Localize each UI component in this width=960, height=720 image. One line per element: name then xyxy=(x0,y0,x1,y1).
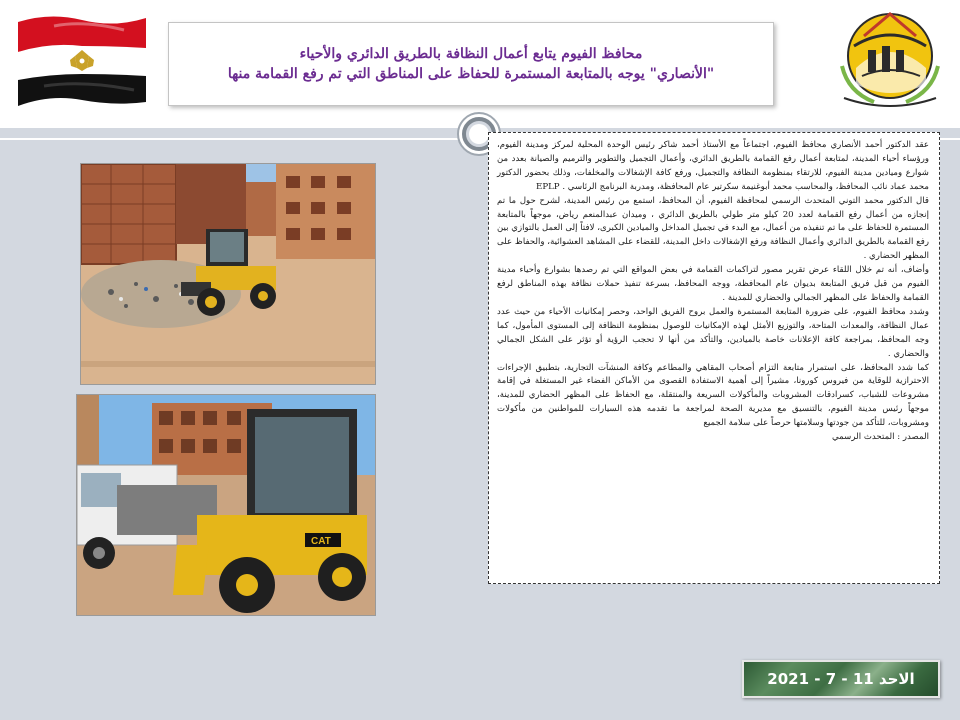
article-text-box xyxy=(488,132,940,584)
date-badge xyxy=(742,660,940,698)
news-title-line2: "الأنصاري" يوجه بالمتابعة المستمرة للحفاظ على المناطق التي تم رفع القمامة منها xyxy=(227,66,715,82)
news-title-line1: محافظ الفيوم يتابع أعمال النظافة بالطريق الدائري والأحياء xyxy=(299,46,643,62)
loader-photo xyxy=(81,164,376,385)
fayoum-governorate-logo xyxy=(834,6,946,110)
article-paragraph: عقد الدكتور أحمد الأنصاري محافظ الفيوم، اجتماعاً مع الأستاذ أحمد شاكر رئيس الوحدة المحلية لمركز ومدينة الفيوم، ورؤساء أحياء المدينة، لمتابعة أعمال رفع القمامة بالطريق الدائري، وأعمال التجميل والتطوير والترميم والصيانة بعدد من شوارع وميادين مدينة الفيوم، للارتقاء بمنظومة النظافة والتجميل، ورفع كافة الإشغالات والمخلفات، وذلك بحضور الدكتور محمد عماد نائب المحافظ، والمحاسب محمد أبوغنيمة سكرتير عام المحافظة، ومدربة البرنامج الرئاسي . EPLP xyxy=(497,140,929,192)
publish-date: الاحد 11 - 7 - 2021 xyxy=(767,670,915,688)
photo-loader-clearing-garbage xyxy=(80,163,376,385)
news-title-box xyxy=(168,22,774,106)
photo-cat-loader-and-truck xyxy=(76,394,376,616)
article-paragraph: قال الدكتور محمد التوني المتحدث الرسمي لمحافظة الفيوم، أن المحافظ، استمع من رئيس المدينة، لشرح حول ما تم إنجازه من أعمال رفع القمامة لعدد 20 كيلو متر طولي بالطريق الدائري ، وميدان عبدالمنعم رياض، موجهاً بالمتابعة المستمرة للحفاظ على ما تم تنفيذه من أعمال، مع البدء في تجميل المداخل والميادين الكبرى، لافتاً إلى العمل بالتوازي بين رفع القمامة بالطريق الدائري وأعمال النظافة ورفع الإشغالات داخل المدينة، للقضاء على المشاهد العشوائية، والحفاظ على المظهر الحضاري . xyxy=(497,195,929,262)
article-paragraph: كما شدد المحافظ، على استمرار متابعة التزام أصحاب المقاهي والمطاعم وكافة المنشآت التجارية، بتطبيق الإجراءات الاحترازية للوقاية من فيروس كورونا، مشيراً إلى أهمية الاستفادة القصوى من الأماكن الفضاء غير المستغلة في إقامة مشروعات للشباب، كسرادقات المشروبات والمأكولات السريعة والمنتقلة، مع الحفاظ على المظهر الحضاري للمدينة، موجهاً رئيس مدينة الفيوم، بالتنسيق مع مديرية الصحة لمراجعة ما تقدمه هذه السيارات للمواطنين من مأكولات ومشروبات، للتأكد من جودتها وسلامتها حرصاً على سلامة الجميع xyxy=(497,362,929,429)
svg-text:CAT: CAT xyxy=(311,536,331,547)
article-source: المصدر : المتحدث الرسمي xyxy=(832,432,929,443)
cat-loader-truck-photo xyxy=(77,395,376,616)
header-band xyxy=(0,0,960,128)
egypt-flag-icon xyxy=(14,10,148,108)
article-paragraph: وشدد محافظ الفيوم، على ضرورة المتابعة المستمرة والعمل بروح الفريق الواحد، وحصر إمكانيات الأحياء من حيث عدد عمال النظافة، والمعدات المتاحة، والتوزيع الأمثل لهذه الإمكانيات للوصول بمنظومة النظافة إلى المستوى المأمول، كما وجه المحافظ، بمراجعة كافة الإعلانات خاصة بالميادين، والتأكد من أنها لا تحجب الرؤية أو تؤثر على الشكل الجمالي والحضاري . xyxy=(497,306,929,359)
article-paragraph: وأضاف، أنه تم خلال اللقاء عرض تقرير مصور لتراكمات القمامة في بعض المواقع التي تم رصدها بشوارع وأحياء مدينة الفيوم من قبل فريق المتابعة بديوان عام المحافظة، ووجه المحافظ، بسرعة تنفيذ حملات نظافة بهذه المناطق لرفع القمامة والحفاظ على المظهر الجمالي والحضاري للمدينة . xyxy=(497,265,929,303)
